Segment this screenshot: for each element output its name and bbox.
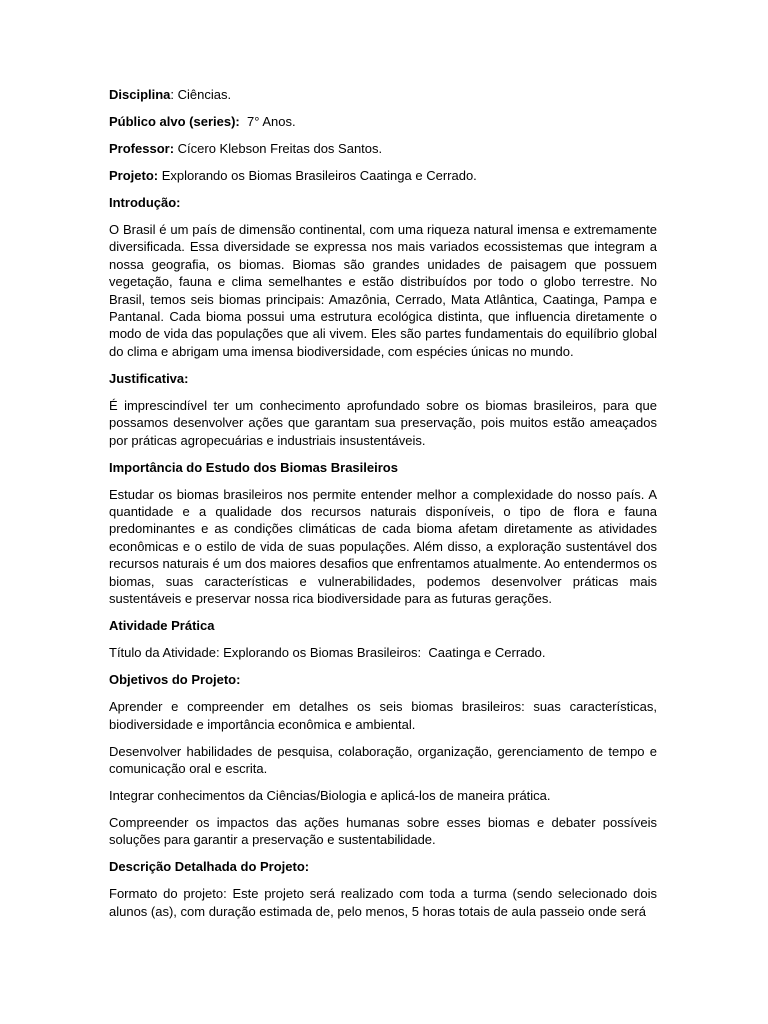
objetivos-heading: Objetivos do Projeto: <box>109 672 241 688</box>
justificativa-paragraph: É imprescindível ter um conhecimento aprofundado sobre os biomas brasileiros, para que possamos desenvolver ações que garantam sua preservação, pois muitos estão ameaçados por práticas agropecuárias e industriais insustentáveis. <box>109 397 657 448</box>
justificativa-heading: Justificativa: <box>109 370 189 386</box>
publico-value: 7° Anos. <box>239 114 296 129</box>
publico-label: Público alvo (series): <box>109 114 240 129</box>
intro-paragraph: O Brasil é um país de dimensão continental, com uma riqueza natural imensa e extremamente diversificada. Essa diversidade se expressa nos mais variados ecossistemas que integram a nossa geografia, os biomas. Biomas são grandes unidades de paisagem que possuem vegetação, fauna e clima semelhantes e estão distribuídos por todo o globo terrestre. No Brasil, temos seis biomas principais: Amazônia, Cerrado, Mata Atlântica, Caatinga, Pampa e Pantanal. Cada bioma possui uma estrutura ecológica distinta, que influencia diretamente o modo de vida das populações que ali vivem. Eles são partes fundamentais do equilíbrio global do clima e abrigam uma imensa biodiversidade, com espécies únicas no mundo. <box>109 222 657 359</box>
disciplina-line <box>109 86 657 103</box>
intro-heading: Introdução: <box>109 195 181 210</box>
objetivo-item: Desenvolver habilidades de pesquisa, colaboração, organização, gerenciamento de tempo e comunicação oral e escrita. <box>109 743 657 776</box>
projeto-line <box>109 167 657 184</box>
descricao-heading: Descrição Detalhada do Projeto: <box>109 859 310 875</box>
objetivo-item: Integrar conhecimentos da Ciências/Biologia e aplicá-los de maneira prática. <box>109 787 551 803</box>
disciplina-value: : Ciências. <box>170 87 232 102</box>
professor-line <box>109 140 657 157</box>
projeto-label: Projeto: <box>109 168 159 183</box>
document-page <box>109 86 657 930</box>
objetivo-item: Compreender os impactos das ações humanas sobre esses biomas e debater possíveis soluções para garantir a preservação e sustentabilidade. <box>109 814 657 848</box>
professor-value: Cícero Klebson Freitas dos Santos. <box>174 141 383 156</box>
publico-line <box>109 113 657 130</box>
descricao-paragraph: Formato do projeto: Este projeto será realizado com toda a turma (sendo selecionado dois alunos (as), com duração estimada de, pelo menos, 5 horas totais de aula passeio onde será <box>109 886 657 919</box>
atividade-heading: Atividade Prática <box>109 618 215 634</box>
objetivo-item: Aprender e compreender em detalhes os seis biomas brasileiros: suas características, biodiversidade e importância econômica e ambiental. <box>109 699 657 732</box>
professor-label: Professor: <box>109 141 175 156</box>
importancia-heading: Importância do Estudo dos Biomas Brasileiros <box>109 459 398 475</box>
atividade-title-line: Título da Atividade: Explorando os Biomas Brasileiros: Caatinga e Cerrado. <box>109 645 546 661</box>
importancia-paragraph: Estudar os biomas brasileiros nos permite entender melhor a complexidade do nosso país. A quantidade e a qualidade dos recursos naturais disponíveis, o tipo de flora e fauna predominantes e as condições climáticas de cada bioma afetam diretamente as atividades econômicas e o estilo de vida de suas populações. Além disso, a exploração sustentável dos recursos naturais é um dos maiores desafios que enfrentamos atualmente. Ao entendermos os biomas, suas características e vulnerabilidades, podemos desenvolver práticas mais sustentáveis e preservar nossa rica biodiversidade para as futuras gerações. <box>109 486 657 607</box>
disciplina-label: Disciplina <box>109 87 171 102</box>
projeto-value: Explorando os Biomas Brasileiros Caatinga e Cerrado. <box>158 168 477 183</box>
